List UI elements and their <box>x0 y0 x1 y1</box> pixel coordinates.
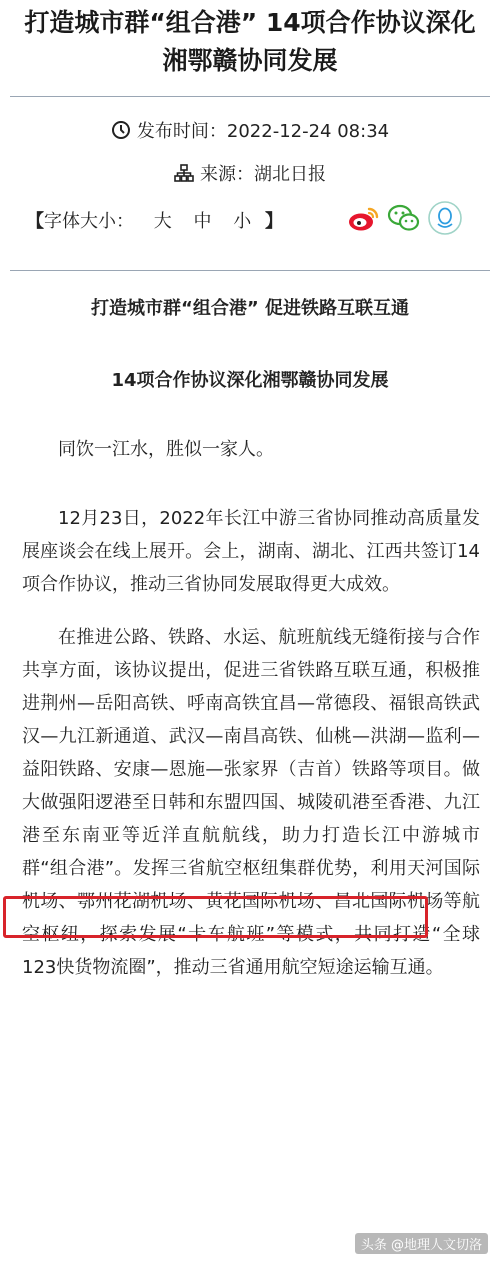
font-size-bar <box>26 210 283 234</box>
subhead-2: 14项合作协议深化湘鄂赣协同发展 <box>111 370 389 391</box>
clock-icon <box>111 120 131 140</box>
bracket-left: 【 <box>26 211 44 232</box>
publish-info <box>0 120 500 144</box>
wechat-icon[interactable] <box>386 200 422 236</box>
subhead-1: 打造城市群“组合港” 促进铁路互联互通 <box>91 298 409 319</box>
font-size-label: 字体大小： <box>44 211 134 232</box>
divider-top <box>10 96 490 97</box>
source-name: 湖北日报 <box>254 164 326 185</box>
source-info <box>0 163 500 187</box>
source-label: 来源： <box>200 164 254 185</box>
highlight-box <box>3 896 428 938</box>
divider-bottom <box>10 270 490 271</box>
paragraph: 在推进公路、铁路、水运、航班航线无缝衔接与合作共享方面，该协议提出，促进三省铁路互联互通，积极推进荆州—岳阳高铁、呼南高铁宜昌—常德段、福银高铁武汉—九江新通道、武汉—南昌高铁、仙桃—洪湖—监利—益阳铁路、安康—恩施—张家界（吉首）铁路等项目。做大做强阳逻港至日韩和东盟四国、城陵矶港至香港、九江港至东南亚等近洋直航航线，助力打造长江中游城市群“组合港”。发挥三省航空枢纽集群优势，利用天河国际机场、鄂州花湖机场、黄花国际机场、昌北国际机场等航空枢纽，探索发展“卡车航班”等模式，共同打造“全球123快货物流圈”，推动三省通用航空短途运输互通。 <box>22 627 480 978</box>
font-size-large-button[interactable]: 大 <box>153 211 172 232</box>
paragraph: 12月23日，2022年长江中游三省协同推动高质量发展座谈会在线上展开。会上，湖南、湖北、江西共签订14项合作协议，推动三省协同发展取得更大成效。 <box>22 508 480 595</box>
font-size-medium-button[interactable]: 中 <box>193 211 212 232</box>
font-size-small-button[interactable]: 小 <box>233 211 252 232</box>
publish-time: 2022-12-24 08:34 <box>226 121 390 142</box>
sitemap-icon <box>174 163 194 183</box>
article-title: 打造城市群“组合港” 14项合作协议深化湘鄂赣协同发展 <box>24 8 476 75</box>
paragraph: 同饮一江水，胜似一家人。 <box>58 439 274 460</box>
qq-icon[interactable] <box>427 200 463 236</box>
weibo-icon[interactable] <box>346 200 382 236</box>
bracket-right: 】 <box>264 211 283 232</box>
publish-label: 发布时间： <box>136 121 227 142</box>
watermark: 头条 @地理人文切洛 <box>355 1233 488 1254</box>
